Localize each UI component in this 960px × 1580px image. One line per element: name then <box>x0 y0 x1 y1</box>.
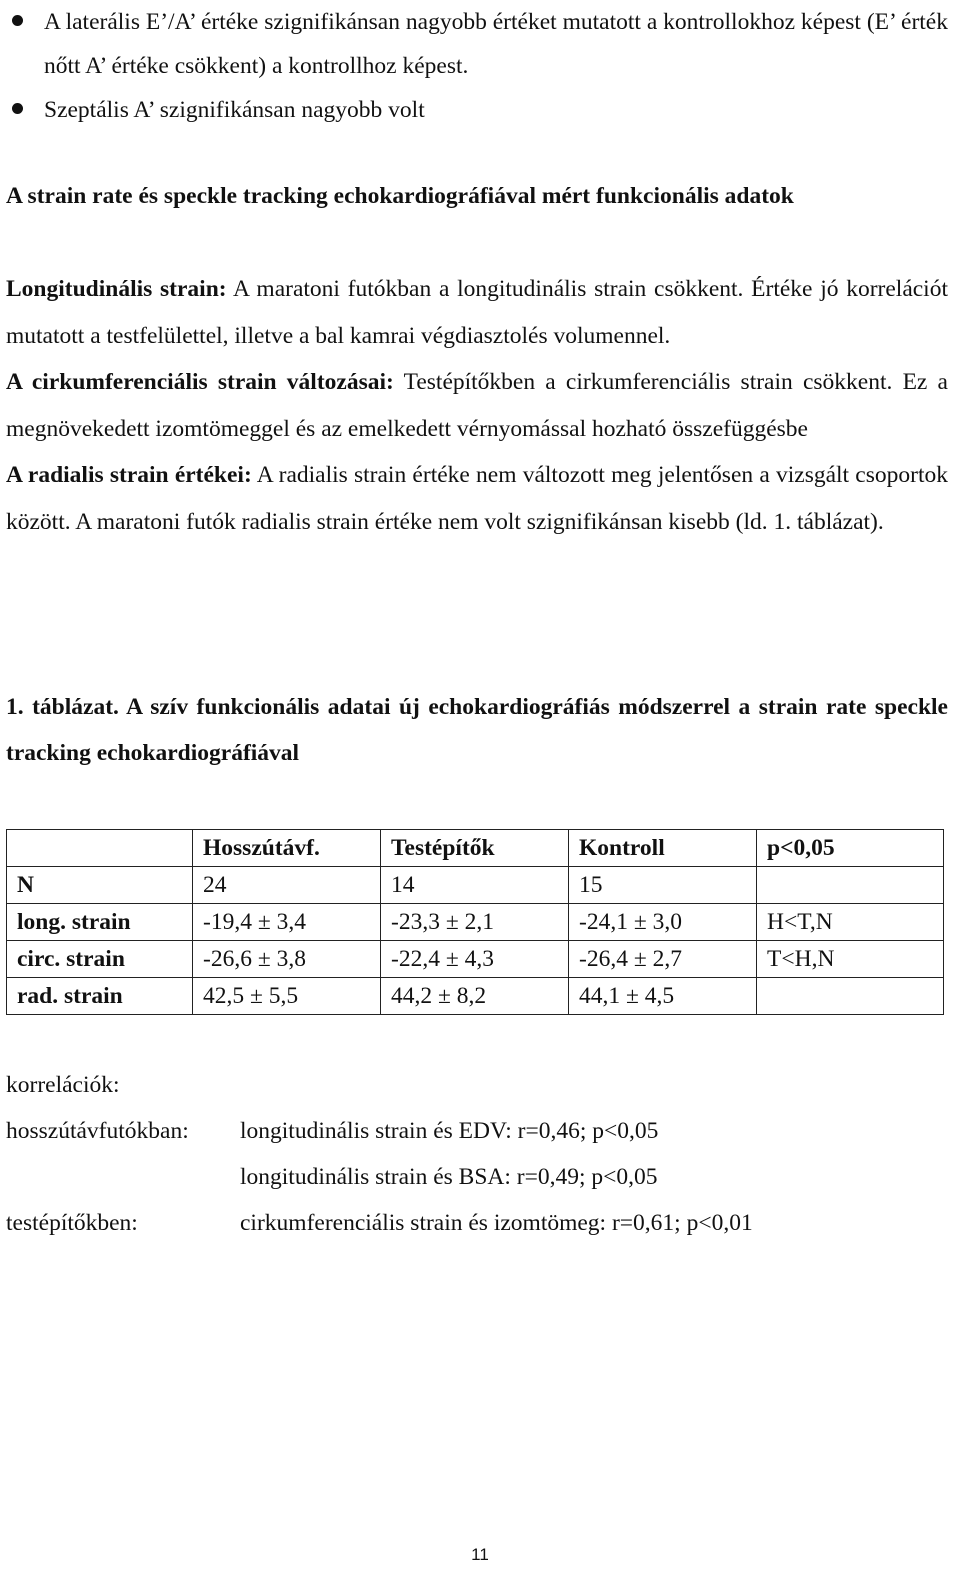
correlation-row <box>6 1108 948 1154</box>
table-row <box>7 978 944 1015</box>
section-title: A strain rate és speckle tracking echokardiográfiával mért funkcionális adatok <box>6 183 794 209</box>
paragraph-heading: A radialis strain értékei: <box>6 462 252 488</box>
table-cell: 44,1 ± 4,5 <box>569 978 757 1015</box>
table-cell: T<H,N <box>757 941 944 978</box>
body-text <box>6 266 948 545</box>
table-header-cell: Testépítők <box>381 830 569 867</box>
table-cell: -19,4 ± 3,4 <box>193 904 381 941</box>
paragraph-heading: Longitudinális strain: <box>6 276 227 302</box>
correlations-block <box>6 1062 948 1246</box>
row-label-cell: circ. strain <box>7 941 193 978</box>
row-label-cell: N <box>7 867 193 904</box>
table-cell: 24 <box>193 867 381 904</box>
caption-label: 1. táblázat. <box>6 694 119 720</box>
table-header-cell: Kontroll <box>569 830 757 867</box>
table-cell <box>757 978 944 1015</box>
correlations-title: korrelációk: <box>6 1072 120 1098</box>
bullet-text: Szeptális A’ szignifikánsan nagyobb volt <box>44 97 425 123</box>
table-cell: 42,5 ± 5,5 <box>193 978 381 1015</box>
bullet-text: A laterális E’/A’ értéke szignifikánsan nagyobb értéket mutatott a kontrollokhoz képest (E’ érték nőtt A’ értéke csökkent) a kontrollhoz képest. <box>44 9 948 79</box>
table-caption <box>6 684 948 776</box>
document-page <box>6 0 948 1236</box>
table-cell: -23,3 ± 2,1 <box>381 904 569 941</box>
row-label-cell: long. strain <box>7 904 193 941</box>
paragraph-text: A radialis strain értéke nem változott meg jelentősen a vizsgált csoportok között. A maratoni futók radialis strain értéke nem volt szignifikánsan kisebb (ld. 1. táblázat). <box>6 462 948 535</box>
table-cell: H<T,N <box>757 904 944 941</box>
correlation-row <box>6 1154 948 1200</box>
findings-bullet-list <box>6 0 948 132</box>
paragraph-longitudinal <box>6 266 948 359</box>
bullet-dot-icon <box>12 15 23 26</box>
correlation-group-label: testépítőkben: <box>6 1210 138 1236</box>
table-cell: -22,4 ± 4,3 <box>381 941 569 978</box>
correlation-row <box>6 1200 948 1246</box>
table-cell: 44,2 ± 8,2 <box>381 978 569 1015</box>
correlation-text: longitudinális strain és EDV: r=0,46; p<0,05 <box>240 1118 659 1144</box>
table-header-cell: Hosszútávf. <box>193 830 381 867</box>
table-cell: 15 <box>569 867 757 904</box>
table-cell: -26,6 ± 3,8 <box>193 941 381 978</box>
bullet-dot-icon <box>12 103 23 114</box>
caption-text: A szív funkcionális adatai új echokardiográfiás módszerrel a strain rate speckle tracking echokardiográfiával <box>6 694 948 766</box>
table-row <box>7 867 944 904</box>
correlation-text: longitudinális strain és BSA: r=0,49; p<0,05 <box>240 1164 658 1190</box>
paragraph-circumferential <box>6 359 948 452</box>
table-cell: -26,4 ± 2,7 <box>569 941 757 978</box>
table-cell: 14 <box>381 867 569 904</box>
paragraph-radial <box>6 452 948 545</box>
page-number: 11 <box>471 1545 489 1564</box>
paragraph-text: Testépítőkben a cirkumferenciális strain csökkent. Ez a megnövekedett izomtömeggel és az emelkedett vérnyomással hozható összefüggésbe <box>6 369 948 442</box>
table-row <box>7 904 944 941</box>
paragraph-text: A maratoni futókban a longitudinális strain csökkent. Értéke jó korrelációt mutatott a testfelülettel, illetve a bal kamrai végdiasztolés volumennel. <box>6 276 948 349</box>
table-row <box>7 941 944 978</box>
row-label-cell: rad. strain <box>7 978 193 1015</box>
correlation-group-label <box>6 1154 240 1200</box>
table-header-cell <box>7 830 193 867</box>
strain-data-table <box>6 829 944 1015</box>
table-cell: -24,1 ± 3,0 <box>569 904 757 941</box>
table-header-row <box>7 830 944 867</box>
correlation-text: cirkumferenciális strain és izomtömeg: r=0,61; p<0,01 <box>240 1210 753 1236</box>
bullet-item <box>6 88 948 132</box>
table-cell <box>757 867 944 904</box>
correlation-group-label: hosszútávfutókban: <box>6 1118 189 1144</box>
bullet-item <box>6 0 948 88</box>
table-header-cell: p<0,05 <box>757 830 944 867</box>
paragraph-heading: A cirkumferenciális strain változásai: <box>6 369 394 395</box>
